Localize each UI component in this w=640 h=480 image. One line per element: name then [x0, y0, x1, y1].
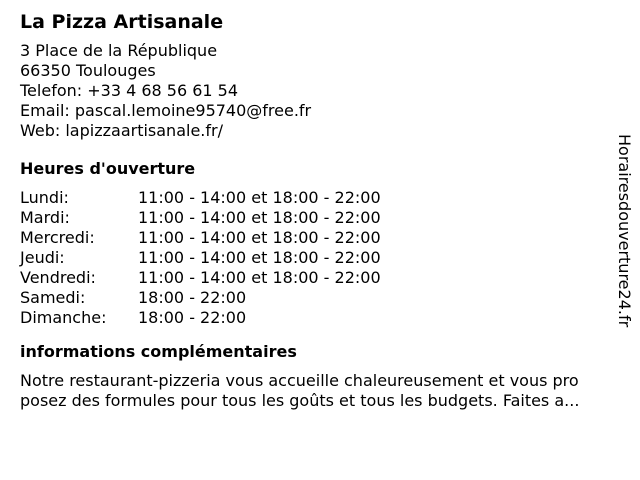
business-name: La Pizza Artisanale: [20, 11, 224, 33]
hours-row: [20, 288, 620, 308]
hours-value: 11:00 - 14:00 et 18:00 - 22:00: [138, 268, 381, 287]
hours-table: [20, 188, 620, 328]
hours-value: 18:00 - 22:00: [138, 288, 247, 307]
hours-value: 18:00 - 22:00: [138, 308, 247, 327]
hours-row: [20, 228, 620, 248]
info-title: informations complémentaires: [20, 342, 297, 361]
address-line-2: 66350 Toulouges: [20, 61, 156, 80]
hours-value: 11:00 - 14:00 et 18:00 - 22:00: [138, 248, 381, 267]
hours-row: [20, 248, 620, 268]
hours-row: [20, 188, 620, 208]
day-label: Samedi:: [20, 288, 86, 307]
description-line-2: posez des formules pour tous les goûts et tous les budgets. Faites a...: [20, 391, 580, 410]
business-card: [20, 10, 620, 411]
day-label: Mercredi:: [20, 228, 95, 247]
day-label: Vendredi:: [20, 268, 96, 287]
hours-value: 11:00 - 14:00 et 18:00 - 22:00: [138, 228, 381, 247]
day-label: Mardi:: [20, 208, 70, 227]
day-label: Lundi:: [20, 188, 69, 207]
hours-value: 11:00 - 14:00 et 18:00 - 22:00: [138, 188, 381, 207]
description-line-1: Notre restaurant-pizzeria vous accueille chaleureusement et vous pro: [20, 371, 579, 390]
email-line: Email: pascal.lemoine95740@free.fr: [20, 101, 312, 120]
hours-row: [20, 268, 620, 288]
phone-line: Telefon: +33 4 68 56 61 54: [20, 81, 239, 100]
day-label: Jeudi:: [20, 248, 65, 267]
hours-row: [20, 308, 620, 328]
address-line-1: 3 Place de la République: [20, 41, 218, 60]
hours-row: [20, 208, 620, 228]
day-label: Dimanche:: [20, 308, 107, 327]
hours-value: 11:00 - 14:00 et 18:00 - 22:00: [138, 208, 381, 227]
hours-title: Heures d'ouverture: [20, 159, 196, 178]
site-watermark: Horairesdouverture24.fr: [615, 134, 634, 328]
web-line: Web: lapizzaartisanale.fr/: [20, 121, 223, 140]
